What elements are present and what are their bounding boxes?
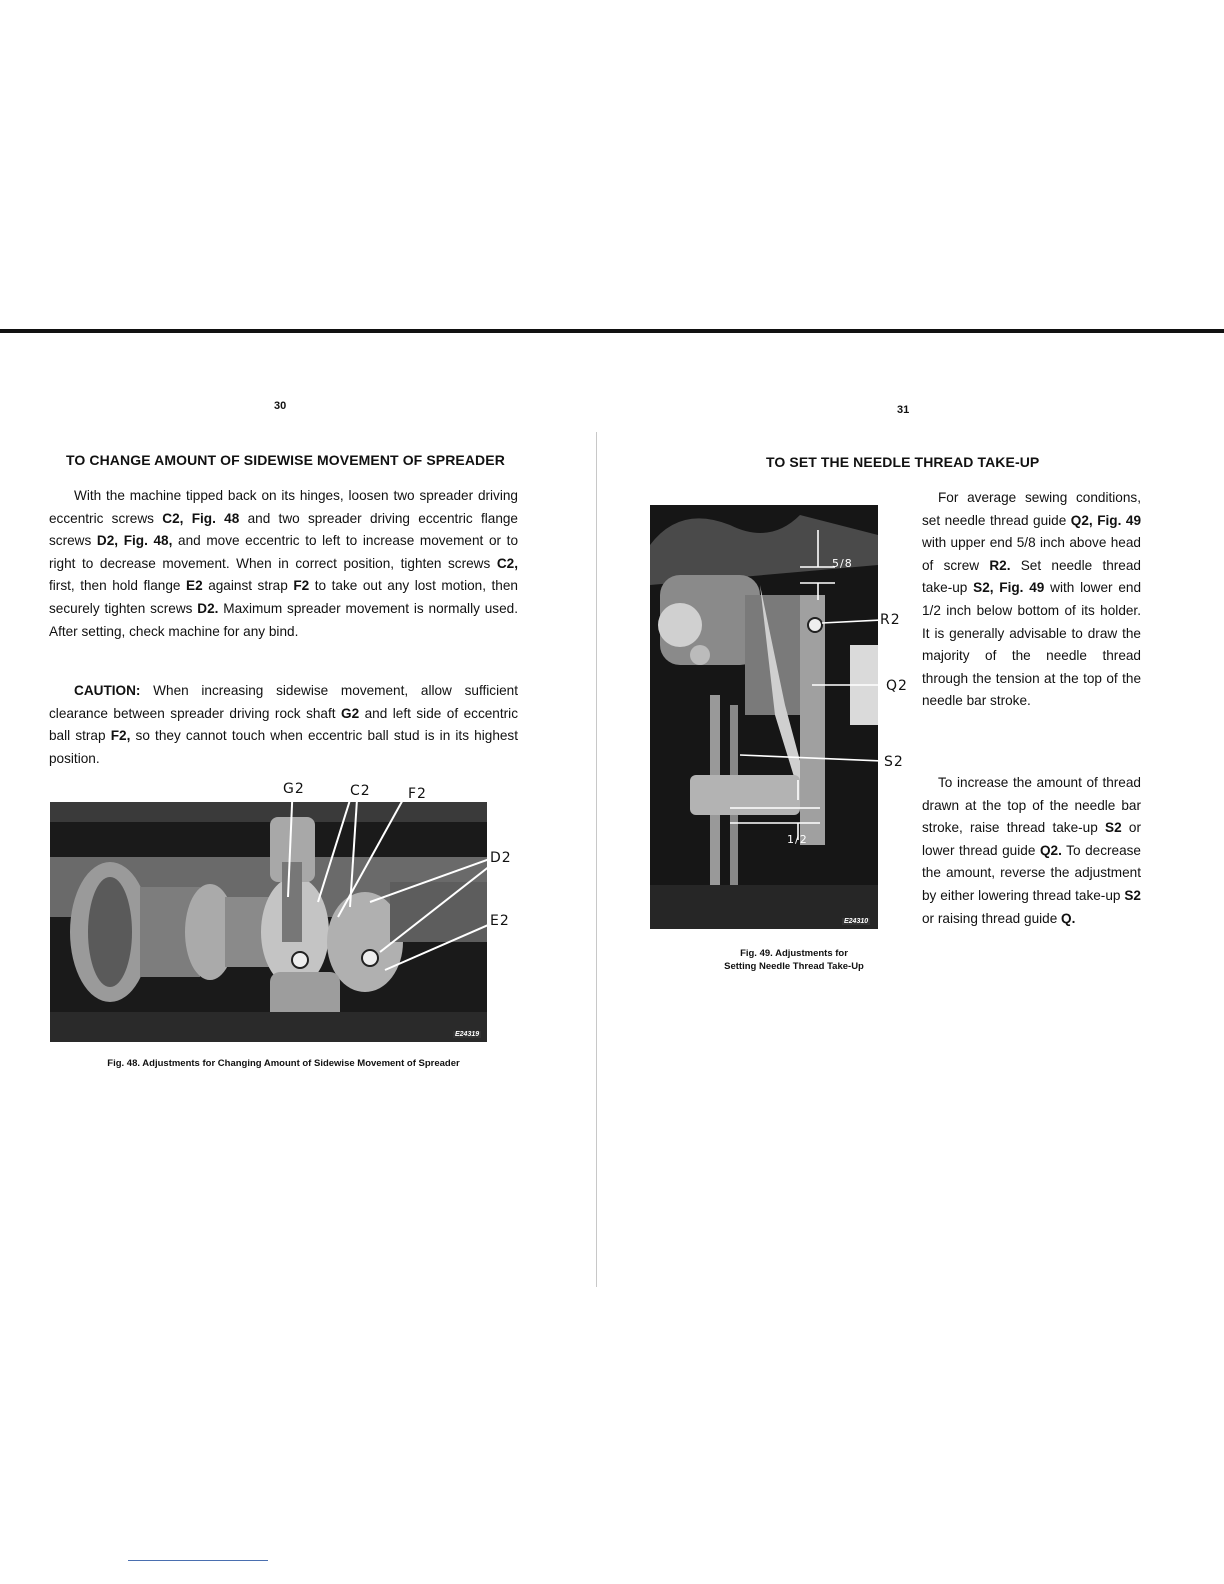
- text-run: or lower thread guide: [922, 820, 1141, 858]
- left-section-title: TO CHANGE AMOUNT OF SIDEWISE MOVEMENT OF SPREADER: [66, 452, 505, 468]
- fig48-label-c2: C2: [350, 783, 371, 799]
- fig49-label-q2: Q2: [886, 678, 908, 694]
- text-run: When increasing sidewise movement, allow sufficient clearance between spreader driving rock shaft: [49, 683, 518, 721]
- text-run: Maximum spreader movement is normally used. After setting, check machine for any bind.: [49, 600, 518, 639]
- page-number-right: 31: [897, 404, 910, 416]
- text-run: C2, Fig. 48: [162, 510, 240, 526]
- page-number-left: 30: [274, 400, 287, 412]
- text-run: F2,: [110, 728, 131, 744]
- page-gutter: [596, 432, 597, 1287]
- footnote-rule: [128, 1560, 268, 1561]
- text-run: To decrease the amount, reverse the adjustment by either lowering thread take-up: [922, 842, 1141, 903]
- text-run: G2: [341, 705, 360, 721]
- fig49-caption-line1: Fig. 49. Adjustments for: [740, 948, 848, 959]
- text-run: S2: [1124, 887, 1141, 903]
- fig49-caption-line2: Setting Needle Thread Take-Up: [724, 961, 864, 972]
- text-run: and left side of eccentric ball strap: [49, 705, 518, 744]
- text-run: and move eccentric to left to increase movement or to right to decrease movement. When in correct position, tighten screws: [49, 533, 518, 571]
- fig49-caption: [694, 947, 894, 973]
- text-run: or raising thread guide: [922, 910, 1062, 926]
- fig48-label-f2: F2: [408, 786, 427, 802]
- text-run: and two spreader driving eccentric flange screws: [49, 510, 518, 549]
- text-run: With the machine tipped back on its hinges, loosen two spreader driving eccentric screws: [49, 488, 518, 526]
- left-paragraph-1: [49, 485, 518, 643]
- text-run: S2: [1105, 820, 1122, 836]
- text-run: To increase the amount of thread drawn at the top of the needle bar stroke, raise thread take-up: [922, 775, 1141, 836]
- text-run: to take out any lost motion, then securely tighten screws: [49, 578, 518, 616]
- text-run: D2.: [197, 600, 219, 616]
- text-run: Set needle thread take-up: [922, 557, 1141, 596]
- left-paragraph-caution: [49, 680, 518, 770]
- text-run: Q2, Fig. 49: [1070, 512, 1142, 528]
- fig48-label-d2: D2: [490, 850, 512, 866]
- fig49-label-s2: S2: [884, 754, 904, 770]
- text-run: S2, Fig. 49: [973, 580, 1045, 596]
- text-run: Q.: [1061, 910, 1076, 926]
- fig48-label-g2: G2: [283, 781, 305, 797]
- text-run: CAUTION:: [74, 683, 141, 698]
- fig49-code: E24310: [844, 918, 869, 925]
- text-run: C2,: [496, 555, 518, 571]
- fig49-mark-upper: 5/8: [832, 557, 853, 570]
- fig49-label-r2: R2: [880, 612, 901, 628]
- text-run: E2: [186, 578, 203, 594]
- text-run: Q2.: [1039, 842, 1062, 858]
- text-run: with lower end 1/2 inch below bottom of its holder. It is generally advisable to draw the majority of the needle thread through the tension at the top of the needle bar stroke.: [922, 580, 1142, 709]
- figure-48-photo: [50, 802, 487, 1042]
- fig48-label-e2: E2: [490, 913, 510, 929]
- text-run: first, then hold flange: [49, 578, 187, 594]
- fig49-mark-lower: 1/2: [787, 833, 808, 846]
- text-run: against strap: [202, 578, 294, 594]
- text-run: R2.: [989, 557, 1011, 573]
- text-run: For average sewing conditions, set needle thread guide: [922, 490, 1141, 528]
- right-section-title: TO SET THE NEEDLE THREAD TAKE-UP: [766, 454, 1040, 470]
- figure-48-illustration: [50, 802, 487, 1042]
- right-paragraph-2: [922, 772, 1141, 930]
- right-paragraph-1: [922, 487, 1141, 713]
- fig48-code: E24319: [455, 1031, 480, 1038]
- top-rule: [0, 329, 1224, 333]
- text-run: D2, Fig. 48,: [96, 533, 173, 549]
- text-run: with upper end 5/8 inch above head of screw: [922, 535, 1141, 573]
- text-run: so they cannot touch when eccentric ball stud is in its highest position.: [49, 728, 519, 766]
- text-run: F2: [293, 578, 310, 594]
- fig48-caption: Fig. 48. Adjustments for Changing Amount of Sidewise Movement of Spreader: [107, 1058, 460, 1069]
